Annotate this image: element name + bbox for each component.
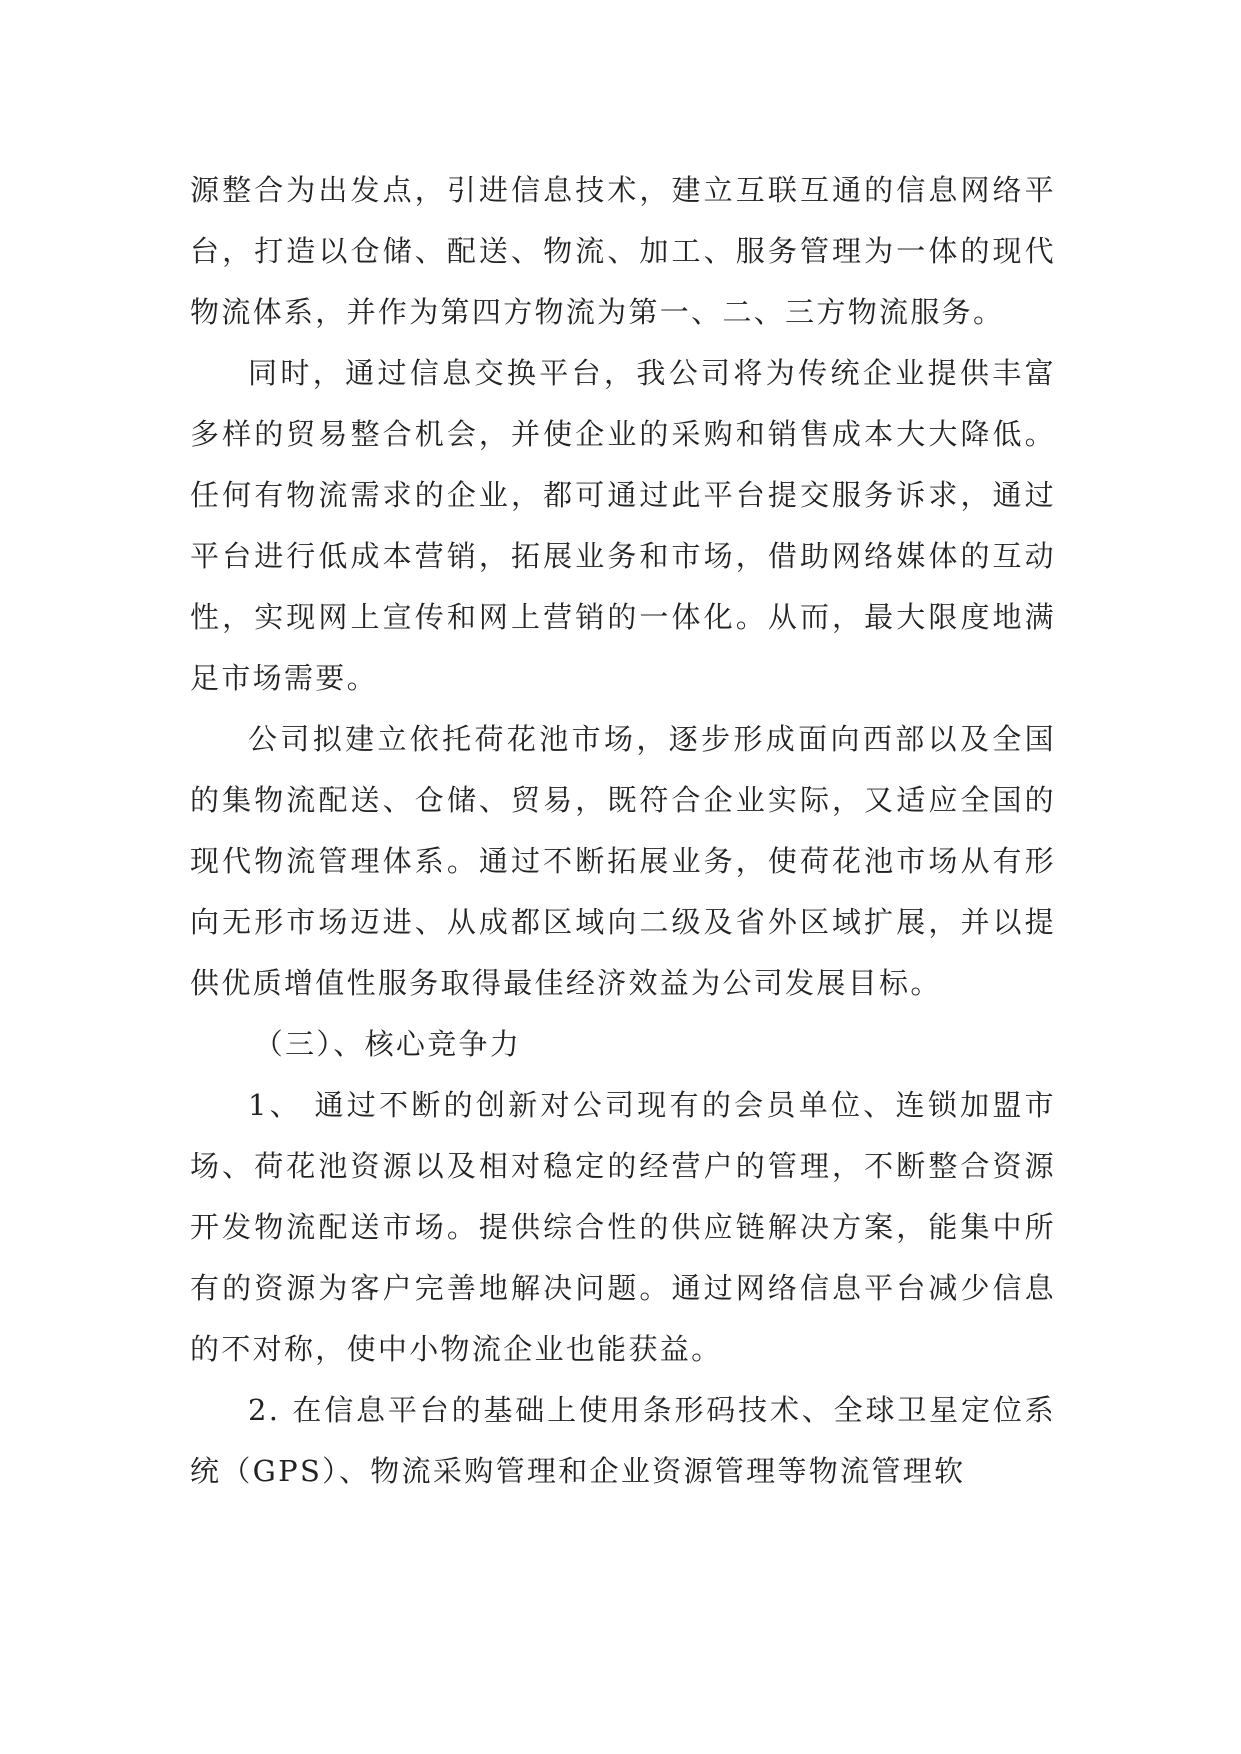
document-page bbox=[190, 160, 1056, 1502]
body-paragraph: 源整合为出发点，引进信息技术，建立互联互通的信息网络平台，打造以仓储、配送、物流、加工、服务管理为一体的现代物流体系，并作为第四方物流为第一、二、三方物流服务。 bbox=[190, 173, 1056, 329]
body-paragraph: 同时，通过信息交换平台，我公司将为传统企业提供丰富多样的贸易整合机会，并使企业的采购和销售成本大大降低。任何有物流需求的企业，都可通过此平台提交服务诉求，通过平台进行低成本营销，拓展业务和市场，借助网络媒体的互动性，实现网上宣传和网上营销的一体化。从而，最大限度地满足市场需要。 bbox=[190, 356, 1056, 695]
section-heading: （三）、核心竞争力 bbox=[253, 1027, 522, 1061]
numbered-paragraph: 1、 通过不断的创新对公司现有的会员单位、连锁加盟市场、荷花池资源以及相对稳定的经营户的管理，不断整合资源开发物流配送市场。提供综合性的供应链解决方案，能集中所有的资源为客户完善地解决问题。通过网络信息平台减少信息的不对称，使中小物流企业也能获益。 bbox=[190, 1088, 1056, 1366]
body-paragraph: 公司拟建立依托荷花池市场，逐步形成面向西部以及全国的集物流配送、仓储、贸易，既符合企业实际，又适应全国的现代物流管理体系。通过不断拓展业务，使荷花池市场从有形向无形市场迈进、从成都区域向二级及省外区域扩展，并以提供优质增值性服务取得最佳经济效益为公司发展目标。 bbox=[190, 722, 1056, 1000]
numbered-paragraph: 2. 在信息平台的基础上使用条形码技术、全球卫星定位系统（GPS）、物流采购管理和企业资源管理等物流管理软 bbox=[190, 1393, 1056, 1488]
